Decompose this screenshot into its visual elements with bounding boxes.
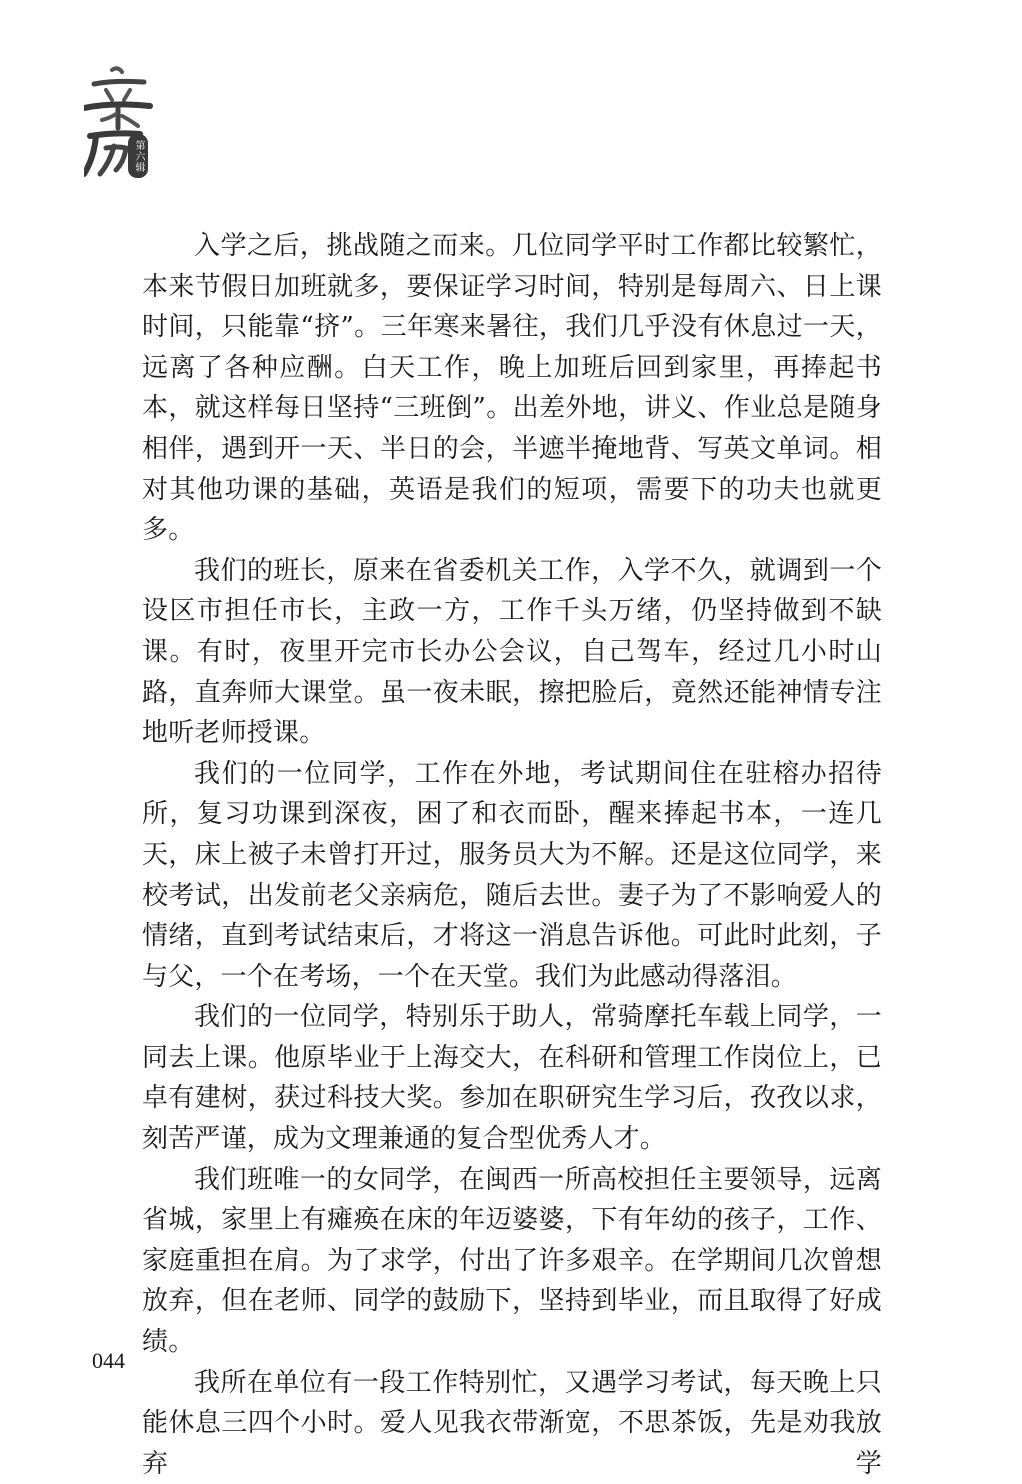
book-series-logo <box>84 62 164 182</box>
page-number: 044 <box>92 1348 125 1373</box>
series-seal: 第六辑 <box>128 134 148 178</box>
calligraphy-logo-icon <box>84 62 164 182</box>
paragraph: 我们的一位同学，工作在外地，考试期间住在驻榕办招待所，复习功课到深夜，困了和衣而卧，醒来捧起书本，一连几天，床上被子未曾打开过，服务员大为不解。还是这位同学，来校考试，出发前老父亲病危，随后去世。妻子为了不影响爱人的情绪，直到考试结束后，才将这一消息告诉他。可此时此刻，子与父，一个在考场，一个在天堂。我们为此感动得落泪。 <box>142 758 882 992</box>
paragraph: 我们班唯一的女同学，在闽西一所高校担任主要领导，远离省城，家里上有瘫痪在床的年迈婆婆，下有年幼的孩子，工作、家庭重担在肩。为了求学，付出了许多艰辛。在学期间几次曾想放弃，但在老师、同学的鼓励下，坚持到毕业，而且取得了好成绩。 <box>142 1164 882 1358</box>
article-body <box>142 226 882 1484</box>
paragraph: 我们的一位同学，特别乐于助人，常骑摩托车载上同学，一同去上课。他原毕业于上海交大，在科研和管理工作岗位上，已卓有建树，获过科技大奖。参加在职研究生学习后，孜孜以求，刻苦严谨，成为文理兼通的复合型优秀人才。 <box>142 1002 882 1155</box>
paragraph: 我所在单位有一段工作特别忙，又遇学习考试，每天晚上只能休息三四个小时。爱人见我衣带渐宽，不思茶饭，先是劝我放弃学 <box>142 1367 882 1479</box>
paragraph: 我们的班长，原来在省委机关工作，入学不久，就调到一个设区市担任市长，主政一方，工作千头万绪，仍坚持做到不缺课。有时，夜里开完市长办公会议，自己驾车，经过几小时山路，直奔师大课堂。虽一夜未眠，擦把脸后，竟然还能神情专注地听老师授课。 <box>142 555 882 749</box>
paragraph: 入学之后，挑战随之而来。几位同学平时工作都比较繁忙，本来节假日加班就多，要保证学习时间，特别是每周六、日上课时间，只能靠“挤”。三年寒来暑往，我们几乎没有休息过一天，远离了各种应酬。白天工作，晚上加班后回到家里，再捧起书本，就这样每日坚持“三班倒”。出差外地，讲义、作业总是随身相伴，遇到开一天、半日的会，半遮半掩地背、写英文单词。相对其他功课的基础，英语是我们的短项，需要下的功夫也就更多。 <box>142 231 882 546</box>
